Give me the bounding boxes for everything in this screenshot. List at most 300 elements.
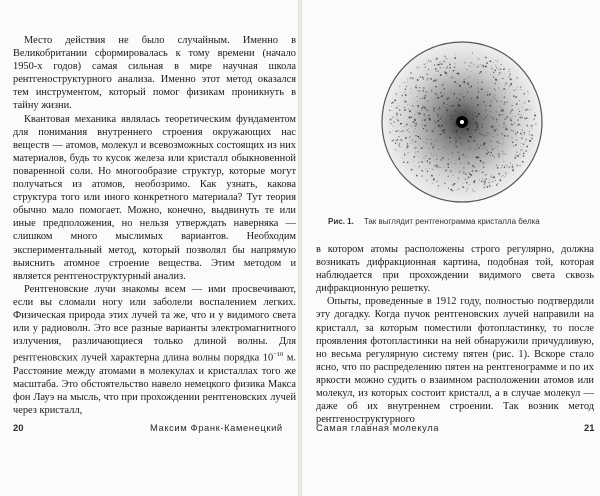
diffraction-spot	[442, 106, 443, 107]
diffraction-spot	[472, 190, 473, 191]
diffraction-spot	[429, 168, 430, 169]
diffraction-spot	[452, 77, 453, 78]
diffraction-spot	[515, 133, 516, 134]
diffraction-spot	[448, 159, 449, 160]
diffraction-spot	[504, 102, 506, 104]
diffraction-spot	[510, 111, 512, 113]
diffraction-spot	[444, 94, 445, 95]
diffraction-spot	[438, 149, 439, 150]
diffraction-spot	[444, 82, 445, 83]
paragraph: Место действия не было случайным. Именно в Великобритании сформировалась к тому времени (начало 1950-х годов) самая сильная в мире научная школа рентгеноструктурного анализа. Именно этот метод оказался тем инструментом, который помог физикам проникнуть в тайну жизни.	[13, 35, 296, 112]
diffraction-spot	[491, 152, 492, 153]
diffraction-spot	[427, 118, 428, 119]
diffraction-spot	[421, 161, 422, 162]
diffraction-spot	[429, 119, 431, 121]
diffraction-spot	[456, 130, 457, 131]
diffraction-spot	[428, 148, 429, 149]
diffraction-spot	[446, 137, 447, 138]
diffraction-spot	[523, 103, 524, 104]
diffraction-spot	[453, 130, 454, 131]
diffraction-spot	[518, 109, 519, 110]
diffraction-spot	[486, 62, 488, 64]
diffraction-spot	[415, 141, 417, 143]
diffraction-spot	[484, 133, 485, 134]
diffraction-spot	[518, 114, 519, 115]
diffraction-spot	[489, 185, 490, 186]
diffraction-spot	[490, 155, 491, 156]
diffraction-spot	[451, 106, 452, 107]
diffraction-spot	[478, 91, 480, 93]
diffraction-spot	[449, 64, 450, 65]
diffraction-spot	[495, 90, 496, 91]
diffraction-spot	[427, 79, 428, 80]
diffraction-spot	[489, 182, 490, 183]
diffraction-spot	[488, 152, 489, 153]
diffraction-spot	[449, 105, 450, 106]
diffraction-spot	[423, 97, 424, 98]
diffraction-spot	[416, 67, 417, 68]
diffraction-spot	[490, 74, 491, 75]
diffraction-spot	[466, 78, 467, 79]
diffraction-spot	[455, 55, 456, 56]
running-head-author: Максим Франк-Каменецкий	[150, 422, 283, 433]
diffraction-spot	[503, 124, 504, 125]
diffraction-spot	[485, 66, 487, 68]
diffraction-spot	[493, 127, 494, 128]
diffraction-spot	[528, 101, 529, 102]
diffraction-spot	[411, 89, 412, 90]
diffraction-spot	[510, 93, 511, 94]
diffraction-spot	[479, 132, 481, 134]
diffraction-spot	[485, 71, 486, 72]
diffraction-spot	[436, 141, 437, 142]
diffraction-spot	[529, 134, 530, 135]
diffraction-spot	[409, 136, 411, 138]
diffraction-spot	[442, 130, 443, 131]
diffraction-spot	[395, 149, 397, 151]
diffraction-spot	[415, 148, 416, 149]
diffraction-spot	[446, 149, 447, 150]
diffraction-spot	[428, 60, 429, 61]
diffraction-spot	[496, 184, 497, 185]
diffraction-spot	[496, 165, 497, 166]
diffraction-spot	[429, 110, 430, 111]
diffraction-spot	[429, 162, 430, 163]
diffraction-spot	[437, 94, 438, 95]
diffraction-spot	[503, 111, 504, 112]
diffraction-spot	[436, 139, 437, 140]
diffraction-spot	[397, 103, 398, 104]
diffraction-spot	[469, 76, 470, 77]
diffraction-spot	[413, 161, 414, 162]
diffraction-spot	[478, 64, 479, 65]
diffraction-spot	[485, 174, 486, 175]
diffraction-spot	[453, 77, 454, 78]
diffraction-spot	[497, 141, 499, 143]
diffraction-spot	[491, 67, 492, 68]
diffraction-spot	[528, 126, 529, 127]
diffraction-spot	[480, 64, 481, 65]
folio-number: 20	[13, 422, 24, 433]
diffraction-spot	[510, 163, 511, 164]
diffraction-spot	[457, 134, 458, 135]
diffraction-spot	[520, 150, 521, 151]
diffraction-spot	[492, 177, 493, 178]
diffraction-spot	[444, 104, 445, 105]
diffraction-spot	[449, 137, 451, 139]
diffraction-spot	[422, 90, 424, 92]
diffraction-spot	[410, 77, 412, 79]
diffraction-spot	[426, 130, 428, 132]
diffraction-spot	[407, 143, 408, 144]
diffraction-spot	[504, 85, 505, 86]
diffraction-spot	[431, 175, 433, 177]
diffraction-spot	[519, 100, 520, 101]
diffraction-spot	[491, 117, 492, 118]
diffraction-spot	[439, 108, 440, 109]
diffraction-spot	[472, 165, 473, 166]
diffraction-spot	[424, 64, 426, 66]
diffraction-spot	[487, 132, 489, 134]
diffraction-spot	[420, 76, 421, 77]
diffraction-spot	[432, 131, 434, 133]
diffraction-spot	[481, 89, 482, 90]
diffraction-spot	[470, 176, 471, 177]
diffraction-spot	[499, 114, 501, 116]
diffraction-spot	[438, 185, 439, 186]
figure-caption-text: Так выглядит рентгенограмма кристалла белка	[363, 217, 540, 226]
diffraction-spot	[467, 188, 468, 189]
diffraction-spot	[445, 72, 447, 74]
diffraction-spot	[484, 175, 485, 176]
diffraction-spot	[423, 145, 424, 146]
diffraction-spot	[435, 93, 437, 95]
diffraction-spot	[423, 87, 424, 88]
diffraction-spot	[434, 65, 435, 66]
diffraction-spot	[498, 74, 499, 75]
diffraction-spot	[445, 62, 446, 63]
diffraction-spot	[504, 97, 506, 99]
diffraction-spot	[483, 181, 484, 182]
diffraction-spot	[474, 65, 475, 66]
diffraction-spot	[521, 146, 522, 147]
diffraction-spot	[522, 130, 523, 131]
diffraction-spot	[501, 64, 502, 65]
diffraction-spot	[477, 97, 479, 99]
diffraction-spot	[434, 121, 435, 122]
diffraction-spot	[438, 124, 439, 125]
diffraction-spot	[399, 109, 400, 110]
diffraction-spot	[516, 89, 517, 90]
diffraction-spot	[417, 105, 419, 107]
diffraction-spot	[447, 98, 449, 100]
diffraction-spot	[516, 155, 517, 156]
diffraction-spot	[492, 149, 493, 150]
diffraction-spot	[505, 136, 506, 137]
diffraction-spot	[494, 125, 495, 126]
diffraction-spot	[409, 117, 411, 119]
diffraction-spot	[452, 184, 454, 186]
diffraction-spot	[474, 140, 476, 142]
diffraction-spot	[447, 134, 448, 135]
diffraction-spot	[436, 165, 437, 166]
figure-caption	[328, 217, 540, 226]
diffraction-spot	[476, 157, 477, 158]
diffraction-spot	[397, 139, 398, 140]
diffraction-spot	[511, 137, 512, 138]
diffraction-spot	[466, 190, 467, 191]
diffraction-spot	[468, 140, 470, 142]
folio-number: 21	[584, 422, 595, 433]
diffraction-spot	[464, 163, 465, 164]
diffraction-spot	[412, 105, 413, 106]
diffraction-spot	[406, 148, 407, 149]
diffraction-spot	[398, 105, 399, 106]
diffraction-spot	[516, 152, 517, 153]
diffraction-spot	[503, 88, 505, 90]
diffraction-spot	[465, 114, 466, 115]
diffraction-spot	[443, 132, 445, 134]
diffraction-spot	[472, 170, 474, 172]
diffraction-spot	[418, 91, 419, 92]
diffraction-spot	[505, 127, 506, 128]
diffraction-spot	[405, 101, 407, 103]
diffraction-spot	[423, 158, 424, 159]
diffraction-spot	[411, 93, 412, 94]
diffraction-spot	[491, 147, 492, 148]
diffraction-spot	[443, 102, 445, 104]
diffraction-spot	[510, 120, 512, 122]
diffraction-spot	[400, 131, 401, 132]
diffraction-spot	[499, 126, 500, 127]
diffraction-spot	[468, 172, 470, 174]
diffraction-spot	[459, 137, 460, 138]
paragraph	[13, 283, 296, 417]
diffraction-spot	[479, 171, 480, 172]
diffraction-spot	[495, 95, 496, 96]
diffraction-spot	[438, 187, 439, 188]
diffraction-spot	[435, 97, 436, 98]
diffraction-spot	[414, 118, 415, 119]
diffraction-spot	[448, 188, 449, 189]
diffraction-spot	[513, 130, 515, 132]
diffraction-spot	[447, 104, 448, 105]
diffraction-spot	[479, 179, 480, 180]
right-page	[302, 0, 600, 496]
diffraction-spot	[440, 74, 442, 76]
diffraction-spot	[509, 86, 510, 87]
diffraction-spot	[447, 66, 448, 67]
diffraction-spot	[447, 73, 448, 74]
diffraction-spot	[483, 144, 485, 146]
diffraction-spot	[522, 107, 523, 108]
diffraction-spot	[415, 152, 416, 153]
diffraction-spot	[484, 180, 485, 181]
diffraction-spot	[433, 110, 435, 112]
diffraction-spot	[495, 123, 496, 124]
diffraction-spot	[434, 145, 435, 146]
diffraction-spot	[516, 134, 517, 135]
diffraction-spot	[405, 89, 406, 90]
diffraction-spot	[502, 167, 503, 168]
diffraction-spot	[457, 72, 458, 73]
diffraction-spot	[494, 129, 495, 130]
diffraction-spot	[489, 179, 490, 180]
diffraction-spot	[504, 135, 505, 136]
diffraction-spot	[408, 152, 409, 153]
diffraction-spot	[498, 82, 499, 83]
diffraction-spot	[465, 84, 466, 85]
diffraction-spot	[425, 156, 426, 157]
diffraction-spot	[484, 182, 485, 183]
diffraction-spot	[430, 139, 431, 140]
diffraction-spot	[494, 95, 495, 96]
diffraction-spot	[455, 141, 456, 142]
diffraction-spot	[451, 190, 452, 191]
diffraction-spot	[485, 94, 486, 95]
diffraction-spot	[468, 128, 469, 129]
diffraction-spot	[519, 111, 520, 112]
diffraction-spot	[490, 141, 492, 143]
diffraction-spot	[436, 181, 437, 182]
diffraction-spot	[493, 117, 494, 118]
diffraction-spot	[418, 69, 419, 70]
diffraction-spot	[495, 60, 496, 61]
diffraction-spot	[491, 175, 492, 176]
diffraction-spot	[455, 138, 456, 139]
diffraction-spot	[464, 79, 465, 80]
diffraction-spot	[486, 92, 487, 93]
diffraction-spot	[435, 79, 436, 80]
diffraction-spot	[506, 175, 507, 176]
diffraction-spot	[447, 108, 448, 109]
diffraction-spot	[484, 135, 485, 136]
diffraction-spot	[512, 166, 514, 168]
diffraction-spot	[431, 143, 432, 144]
diffraction-spot	[432, 183, 433, 184]
diffraction-spot	[426, 74, 427, 75]
diffraction-spot	[404, 82, 405, 83]
diffraction-spot	[486, 135, 487, 136]
diffraction-spot	[456, 131, 458, 133]
diffraction-spot	[527, 109, 529, 111]
diffraction-spot	[487, 92, 488, 93]
diffraction-spot	[423, 141, 424, 142]
diffraction-spot	[509, 130, 510, 131]
diffraction-spot	[426, 91, 427, 92]
diffraction-spot	[534, 115, 536, 117]
diffraction-spot	[494, 167, 495, 168]
diffraction-spot	[467, 69, 468, 70]
diffraction-spot	[404, 126, 405, 127]
diffraction-spot	[433, 141, 434, 142]
diffraction-spot	[439, 134, 440, 135]
diffraction-spot	[524, 134, 525, 135]
diffraction-spot	[456, 132, 457, 133]
diffraction-spot	[517, 120, 518, 121]
diffraction-spot	[407, 130, 408, 131]
diffraction-spot	[470, 133, 471, 134]
diffraction-spot	[442, 157, 444, 159]
diffraction-spot	[426, 142, 428, 144]
diffraction-spot	[466, 88, 467, 89]
diffraction-spot	[435, 122, 437, 124]
diffraction-spot	[421, 147, 423, 149]
diffraction-spot	[500, 106, 501, 107]
diffraction-spot	[446, 67, 447, 68]
diffraction-spot	[471, 86, 472, 87]
diffraction-spot	[528, 94, 529, 95]
diffraction-spot	[461, 143, 462, 144]
diffraction-spot	[414, 120, 415, 121]
diffraction-spot	[471, 136, 472, 137]
diffraction-spot	[445, 107, 446, 108]
diffraction-spot	[504, 115, 505, 116]
diffraction-spot	[517, 87, 518, 88]
diffraction-spot	[499, 157, 500, 158]
diffraction-spot	[476, 75, 477, 76]
diffraction-spot	[441, 125, 443, 127]
diffraction-spot	[478, 58, 479, 59]
diffraction-spot	[440, 92, 441, 93]
diffraction-spot	[453, 153, 454, 154]
diffraction-spot	[494, 157, 495, 158]
diffraction-spot	[531, 128, 532, 129]
diffraction-spot	[439, 126, 440, 127]
diffraction-spot	[436, 71, 437, 72]
diffraction-spot	[519, 165, 520, 166]
diffraction-spot	[454, 67, 455, 68]
diffraction-spot	[415, 87, 416, 88]
diffraction-spot	[531, 109, 532, 110]
diffraction-spot	[509, 76, 510, 77]
diffraction-spot	[497, 61, 498, 62]
diffraction-spot	[436, 166, 437, 167]
diffraction-spot	[450, 115, 451, 116]
xray-diffraction-figure	[380, 40, 544, 204]
diffraction-spot	[437, 79, 438, 80]
diffraction-spot	[496, 111, 497, 112]
diffraction-spot	[425, 67, 426, 68]
diffraction-spot	[471, 71, 472, 72]
diffraction-spot	[493, 176, 494, 177]
diffraction-spot	[453, 131, 454, 132]
diffraction-spot	[403, 123, 404, 124]
diffraction-spot	[393, 139, 394, 140]
paragraph-text: Рентгеновские лучи знакомы всем — ими просвечивают, если вы сломали ногу или заболели воспалением легких. Физическая природа этих лучей та же, что и у видимого света или у радиоволн. Это все разные варианты электромагнитного излучения, различающиеся только длиной волны. Для рентгеновских лучей характерна длина волны порядка 10	[13, 283, 296, 364]
diffraction-spot	[465, 174, 466, 175]
diffraction-spot	[439, 175, 440, 176]
diffraction-spot	[410, 143, 411, 144]
diffraction-spot	[415, 128, 416, 129]
diffraction-spot	[458, 188, 460, 190]
diffraction-spot	[429, 164, 430, 165]
diffraction-spot	[487, 162, 488, 163]
diffraction-spot	[418, 161, 420, 163]
diffraction-spot	[456, 73, 457, 74]
diffraction-spot	[434, 165, 436, 167]
diffraction-spot	[481, 144, 482, 145]
diffraction-spot	[482, 127, 483, 128]
diffraction-spot	[481, 89, 482, 90]
diffraction-spot	[457, 83, 458, 84]
diffraction-spot	[423, 79, 424, 80]
diffraction-spot	[414, 166, 415, 167]
diffraction-spot	[420, 138, 421, 139]
diffraction-spot	[493, 136, 494, 137]
diffraction-spot	[444, 88, 446, 90]
diffraction-spot	[493, 77, 494, 78]
